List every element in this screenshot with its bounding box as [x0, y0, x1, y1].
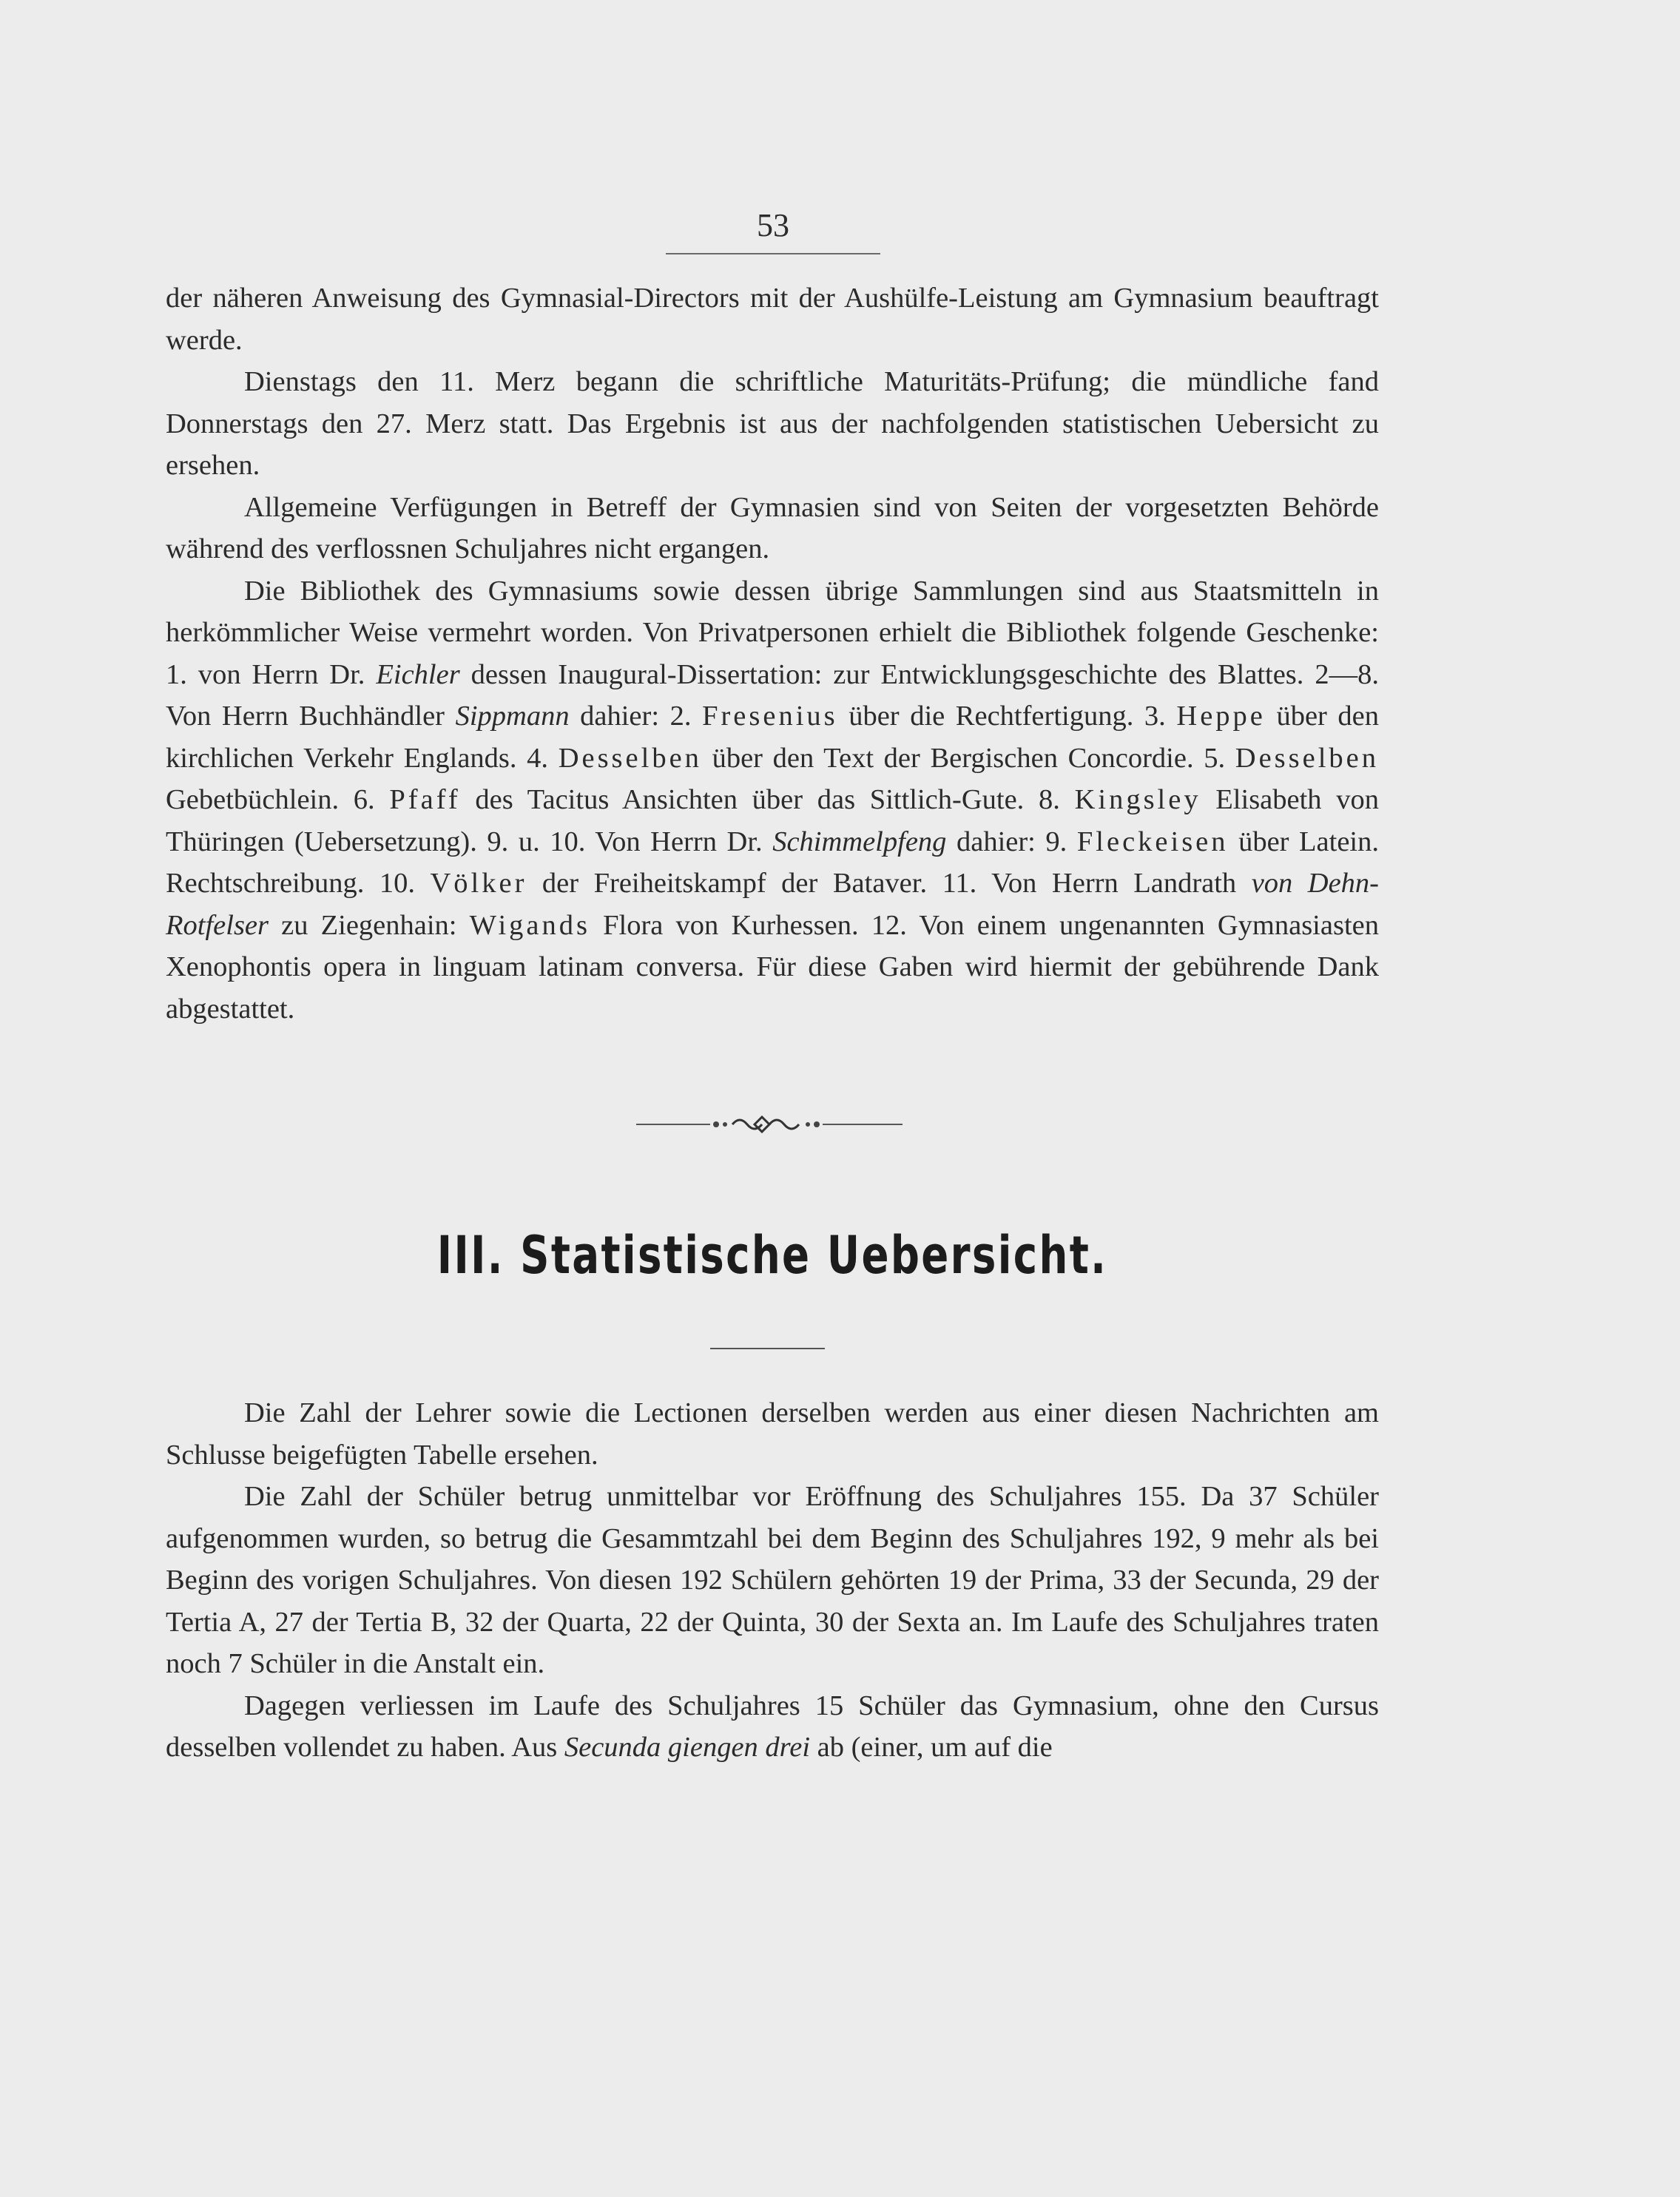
paragraph: [166, 487, 1379, 570]
heading-rule: [710, 1348, 825, 1349]
paragraph: [166, 361, 1379, 487]
paragraph-text: Elisabeth von Thüringen (Uebersetzung). 9. u. 10. Von Herrn Dr.: [166, 784, 1379, 857]
spaced-name: Pfaff: [389, 784, 461, 815]
paragraph-text: Gebetbüchlein. 6.: [166, 784, 390, 815]
spaced-name: Desselben: [1235, 742, 1379, 774]
bottom-text-block: [166, 1392, 1379, 1769]
paragraph-text: des Tacitus Ansichten über das Sittlich-Gute. 8.: [460, 784, 1075, 815]
paragraph-text: über Latein. Rechtschreibung. 10.: [166, 826, 1380, 899]
top-text-block: [166, 277, 1379, 1030]
paragraph-text: dahier: 2.: [569, 701, 703, 732]
paragraph-text: dessen Inaugural-Dissertation: zur Entwicklungsgeschichte des Blattes. 2—8. Von Herrn Buchhändler: [166, 658, 1379, 732]
spaced-name: Desselben: [558, 742, 702, 774]
spaced-name: Fresenius: [702, 701, 838, 732]
spaced-name: Wigands: [469, 909, 590, 941]
section-heading: III. Statistische Uebersicht.: [436, 1225, 1108, 1286]
paragraph-text: dahier: 9.: [946, 826, 1077, 857]
paragraph: [166, 277, 1379, 361]
spaced-name: Fleckeisen: [1076, 826, 1229, 857]
paragraph-text: zu Ziegenhain:: [269, 909, 470, 941]
paragraph-text: Die Zahl der Lehrer sowie die Lectionen derselben werden aus einer diesen Nachrichten am Schlusse beigefügten Tabelle ersehen.: [166, 1397, 1379, 1471]
paragraph: [166, 570, 1379, 1030]
paragraph: [166, 1476, 1379, 1685]
paragraph-text: über den Text der Bergischen Concordie. 5.: [701, 742, 1235, 774]
spaced-name: Heppe: [1176, 701, 1266, 732]
paragraph: [166, 1392, 1379, 1476]
paragraph-text: Die Bibliothek des Gymnasiums sowie dessen übrige Sammlungen sind aus Staatsmitteln in herkömmlicher Weise vermehrt worden. Von Privatpersonen erhielt die Bibliothek folgende Geschenke: 1. von Herrn Dr.: [166, 575, 1379, 690]
italic-name: Sippmann: [455, 701, 570, 732]
spaced-name: Völker: [430, 868, 527, 899]
paragraph-text: über den kirchlichen Verkehr Englands. 4.: [166, 701, 1380, 774]
ornament-divider-icon: [636, 1110, 903, 1139]
italic-name: Secunda giengen drei: [564, 1732, 811, 1763]
paragraph-text: Allgemeine Verfügungen in Betreff der Gymnasien sind von Seiten der vorgesetzten Behörde während des verflossnen Schuljahres nicht ergangen.: [166, 491, 1379, 564]
paragraph-text: Flora von Kurhessen. 12. Von einem ungenannten Gymnasiasten Xenophontis opera in linguam latinam conversa. Für diese Gaben wird hiermit der gebührende Dank abgestattet.: [166, 909, 1379, 1025]
spaced-name: Kingsley: [1074, 784, 1201, 815]
italic-name: Eichler: [376, 658, 460, 690]
paragraph-text: der Freiheitskampf der Bataver. 11. Von Herrn Landrath: [527, 868, 1252, 899]
paragraph-text: Die Zahl der Schüler betrug unmittelbar vor Eröffnung des Schuljahres 155. Da 37 Schüler aufgenommen wurden, so betrug die Gesammtzahl bei dem Beginn des Schuljahres 192, 9 mehr als bei Beginn des vorigen Schuljahres. Von diesen 192 Schülern gehörten 19 der Prima, 33 der Secunda, 29 der Tertia A, 27 der Tertia B, 32 der Quarta, 22 der Quinta, 30 der Sexta an. Im Laufe des Schuljahres traten noch 7 Schüler in die Anstalt ein.: [166, 1481, 1379, 1679]
paragraph-text: ab (einer, um auf die: [810, 1732, 1053, 1763]
paragraph-text: über die Rechtfertigung. 3.: [837, 701, 1177, 732]
italic-name: Schimmelpfeng: [772, 826, 947, 857]
page-number: 53: [757, 207, 789, 243]
paragraph-text: Dagegen verliessen im Laufe des Schuljahres 15 Schüler das Gymnasium, ohne den Cursus desselben vollendet zu haben. Aus: [166, 1690, 1379, 1763]
paragraph-text: der näheren Anweisung des Gymnasial-Directors mit der Aushülfe-Leistung am Gymnasium beauftragt werde.: [166, 283, 1379, 356]
page-number-rule: [666, 253, 880, 254]
italic-name: von Dehn-Rotfelser: [166, 868, 1379, 941]
paragraph: [166, 1685, 1379, 1769]
paragraph-text: Dienstags den 11. Merz begann die schriftliche Maturitäts-Prüfung; die mündliche fand Donnerstags den 27. Merz statt. Das Ergebnis ist aus der nachfolgenden statistischen Uebersicht zu ersehen.: [166, 366, 1379, 481]
